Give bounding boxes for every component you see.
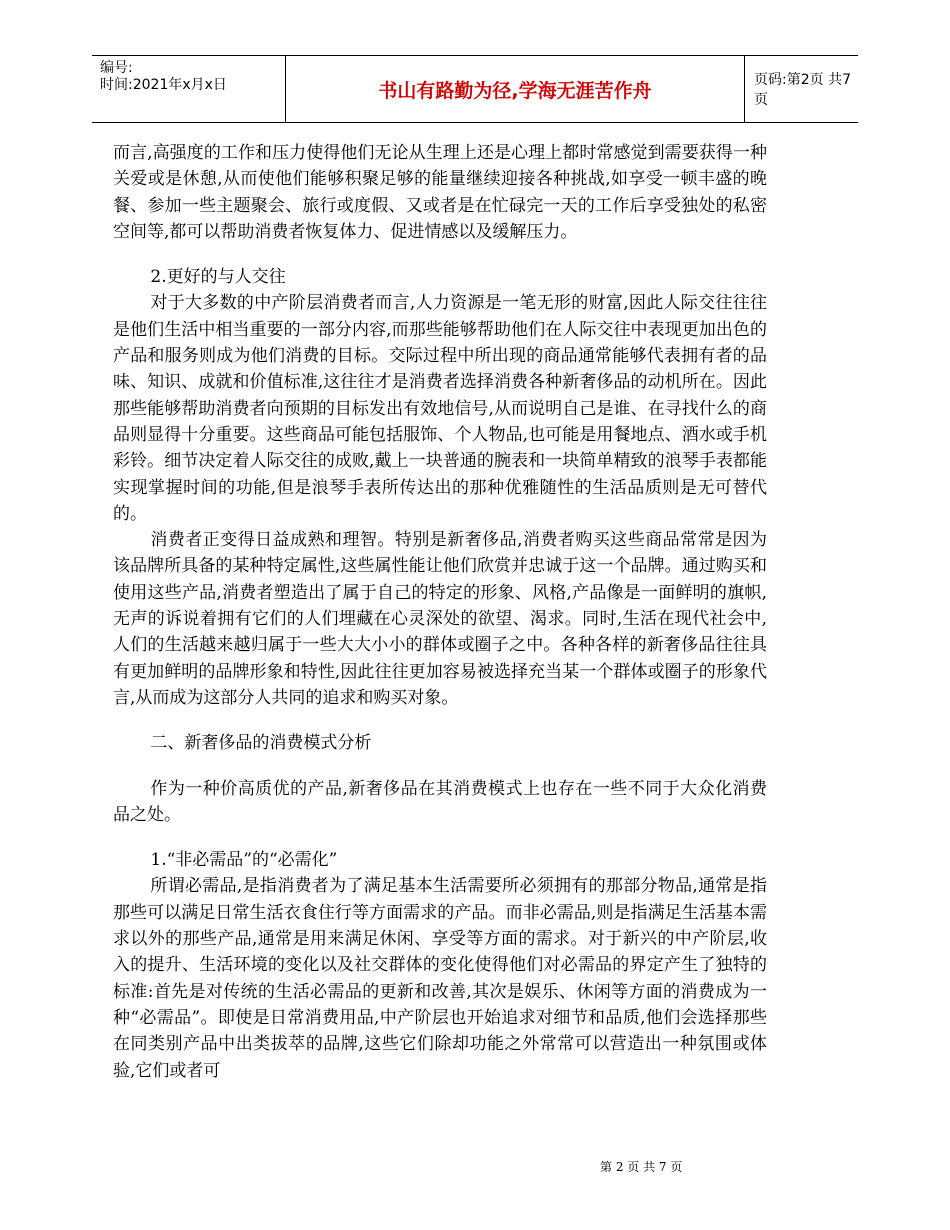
section-heading: 二、新奢侈品的消费模式分析 [150,733,372,754]
header-meta [100,60,280,94]
paragraph: 对于大多数的中产阶层消费者而言,人力资源是一笔无形的财富,因此人际交往往往是他们生活中相当重要的一部分内容,而那些能够帮助他们在人际交往中表现更加出色的产品和服务则成为他们消费的目标。交际过程中所出现的商品通常能够代表拥有者的品味、知识、成就和价值标准,这往往才是消费者选择消费各种新奢侈品的动机所在。因此那些能够帮助消费者向预期的目标发出有效地信号,从而说明自己是谁、在寻找什么的商品则显得十分重要。这些商品可能包括服饰、个人物品,也可能是用餐地点、酒水或手机彩铃。细节决定着人际交往的成败,戴上一块普通的腕表和一块简单精致的浪琴手表都能实现掌握时间的功能,但是浪琴手表所传达出的那种优雅随性的生活品质则是无可替代的。 [113,293,767,524]
document-number-label: 编号: [100,60,133,76]
section-heading: 2.更好的与人交往 [150,267,286,288]
paragraph: 而言,高强度的工作和压力使得他们无论从生理上还是心理上都时常感觉到需要获得一种关爱或是休憩,从而使他们能够积聚足够的能量继续迎接各种挑战,如享受一顿丰盛的晚餐、参加一些主题聚会、旅行或度假、又或者是在忙碌完一天的工作后享受独处的私密空间等,都可以帮助消费者恢复体力、促进情感以及缓解压力。 [113,143,767,242]
paragraph: 所谓必需品,是指消费者为了满足基本生活需要所必须拥有的那部分物品,通常是指那些可以满足日常生活衣食住行等方面需求的产品。而非必需品,则是指满足生活基本需求以外的那些产品,通常是用来满足休闲、享受等方面的需求。对于新兴的中产阶层,收入的提升、生活环境的变化以及社交群体的变化使得他们对必需品的界定产生了独特的标准:首先是对传统的生活必需品的更新和改善,其次是娱乐、休闲等方面的消费成为一种“必需品”。即使是日常消费用品,中产阶层也开始追求对细节和品质,他们会选择那些在同类别产品中出类拔萃的品牌,这些它们除却功能之外常常可以营造出一种氛围或体验,它们或者可 [113,876,767,1081]
document-time-label: 时间:2021年x月x日 [100,77,227,93]
section-heading: 1.“非必需品”的“必需化” [150,850,338,871]
header-motto: 书山有路勤为径,学海无涯苦作舟 [285,56,745,122]
document-body [113,140,767,1084]
page-footer: 第 2 页 共 7 页 [600,1160,683,1174]
paragraph: 消费者正变得日益成熟和理智。特别是新奢侈品,消费者购买这些商品常常是因为该品牌所具备的某种特定属性,这些属性能让他们欣赏并忠诚于这一个品牌。通过购买和使用这些产品,消费者塑造出了属于自己的特定的形象、风格,产品像是一面鲜明的旗帜,无声的诉说着拥有它们的人们埋藏在心灵深处的欲望、渴求。同时,生活在现代社会中,人们的生活越来越归属于一些大大小小的群体或圈子之中。各种各样的新奢侈品往往具有更加鲜明的品牌形象和特性,因此往往更加容易被选择充当某一个群体或圈子的形象代言,从而成为这部分人共同的追求和购买对象。 [113,530,767,708]
page-header [92,55,858,123]
paragraph: 作为一种价高质优的产品,新奢侈品在其消费模式上也存在一些不同于大众化消费品之处。 [113,778,767,825]
header-page-label: 页码:第2页 共7页 [754,72,851,108]
